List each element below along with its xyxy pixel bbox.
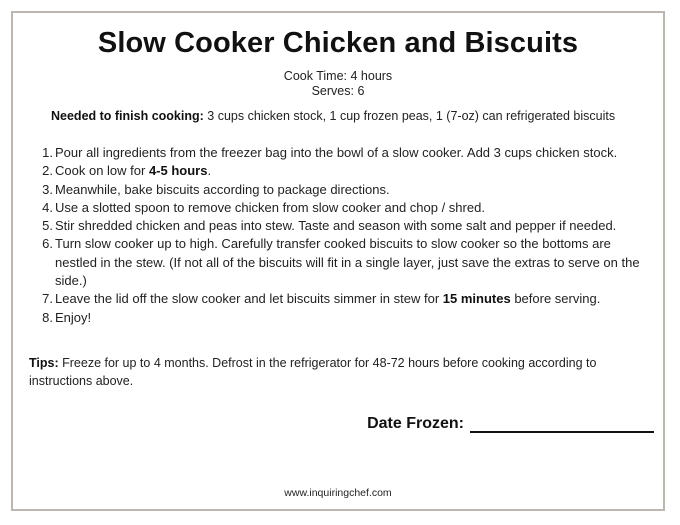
step-item [39,181,649,199]
footer-url: www.inquiringchef.com [284,487,392,499]
step-item [39,217,649,235]
step-item [39,199,649,217]
step-text: Turn slow cooker up to high. Carefully transfer cooked biscuits to slow cooker so the bottoms are nestled in the stew. (If not all of the biscuits will fit in a single layer, just save the extras to serve on the side.) [55,236,640,289]
step-number: 7. [42,291,53,307]
tips-text: Freeze for up to 4 months. Defrost in the refrigerator for 48-72 hours before cooking according to instructions above. [29,356,597,388]
tips [29,354,623,390]
step-number: 6. [42,236,53,252]
needed-to-finish [51,109,643,123]
cook-time: Cook Time: 4 hours [283,69,393,83]
serves: Serves: 6 [311,84,365,98]
recipe-card [11,11,665,511]
step-text: Enjoy! [55,309,92,325]
date-frozen-label: Date Frozen: [367,415,464,432]
step-number: 5. [42,218,53,234]
step-item [39,235,649,290]
step-text: Use a slotted spoon to remove chicken from slow cooker and chop / shred. [55,199,485,215]
step-item [39,144,649,162]
step-item [39,162,649,180]
step-item [39,290,649,308]
date-frozen-blank-line [470,417,654,433]
needed-label: Needed to finish cooking: [51,109,204,123]
step-number: 4. [42,199,53,215]
needed-text: 3 cups chicken stock, 1 cup frozen peas, 1 (7-oz) can refrigerated biscuits [203,109,616,123]
step-number: 1. [42,145,53,160]
step-text: Leave the lid off the slow cooker and let biscuits simmer in stew for 15 minutes before serving. [55,291,601,307]
step-text: Pour all ingredients from the freezer bag into the bowl of a slow cooker. Add 3 cups chicken stock. [55,145,618,160]
step-number: 3. [42,181,53,197]
step-text: Stir shredded chicken and peas into stew. Taste and season with some salt and pepper if needed. [55,218,617,234]
step-text: Meanwhile, bake biscuits according to package directions. [55,181,390,197]
date-frozen [367,415,654,433]
step-number: 8. [42,309,53,325]
recipe-title: Slow Cooker Chicken and Biscuits [97,27,579,59]
steps-list [39,144,649,327]
step-text: Cook on low for 4-5 hours. [55,163,212,179]
step-item [39,309,649,327]
step-number: 2. [42,163,53,179]
tips-label: Tips: [29,356,59,370]
